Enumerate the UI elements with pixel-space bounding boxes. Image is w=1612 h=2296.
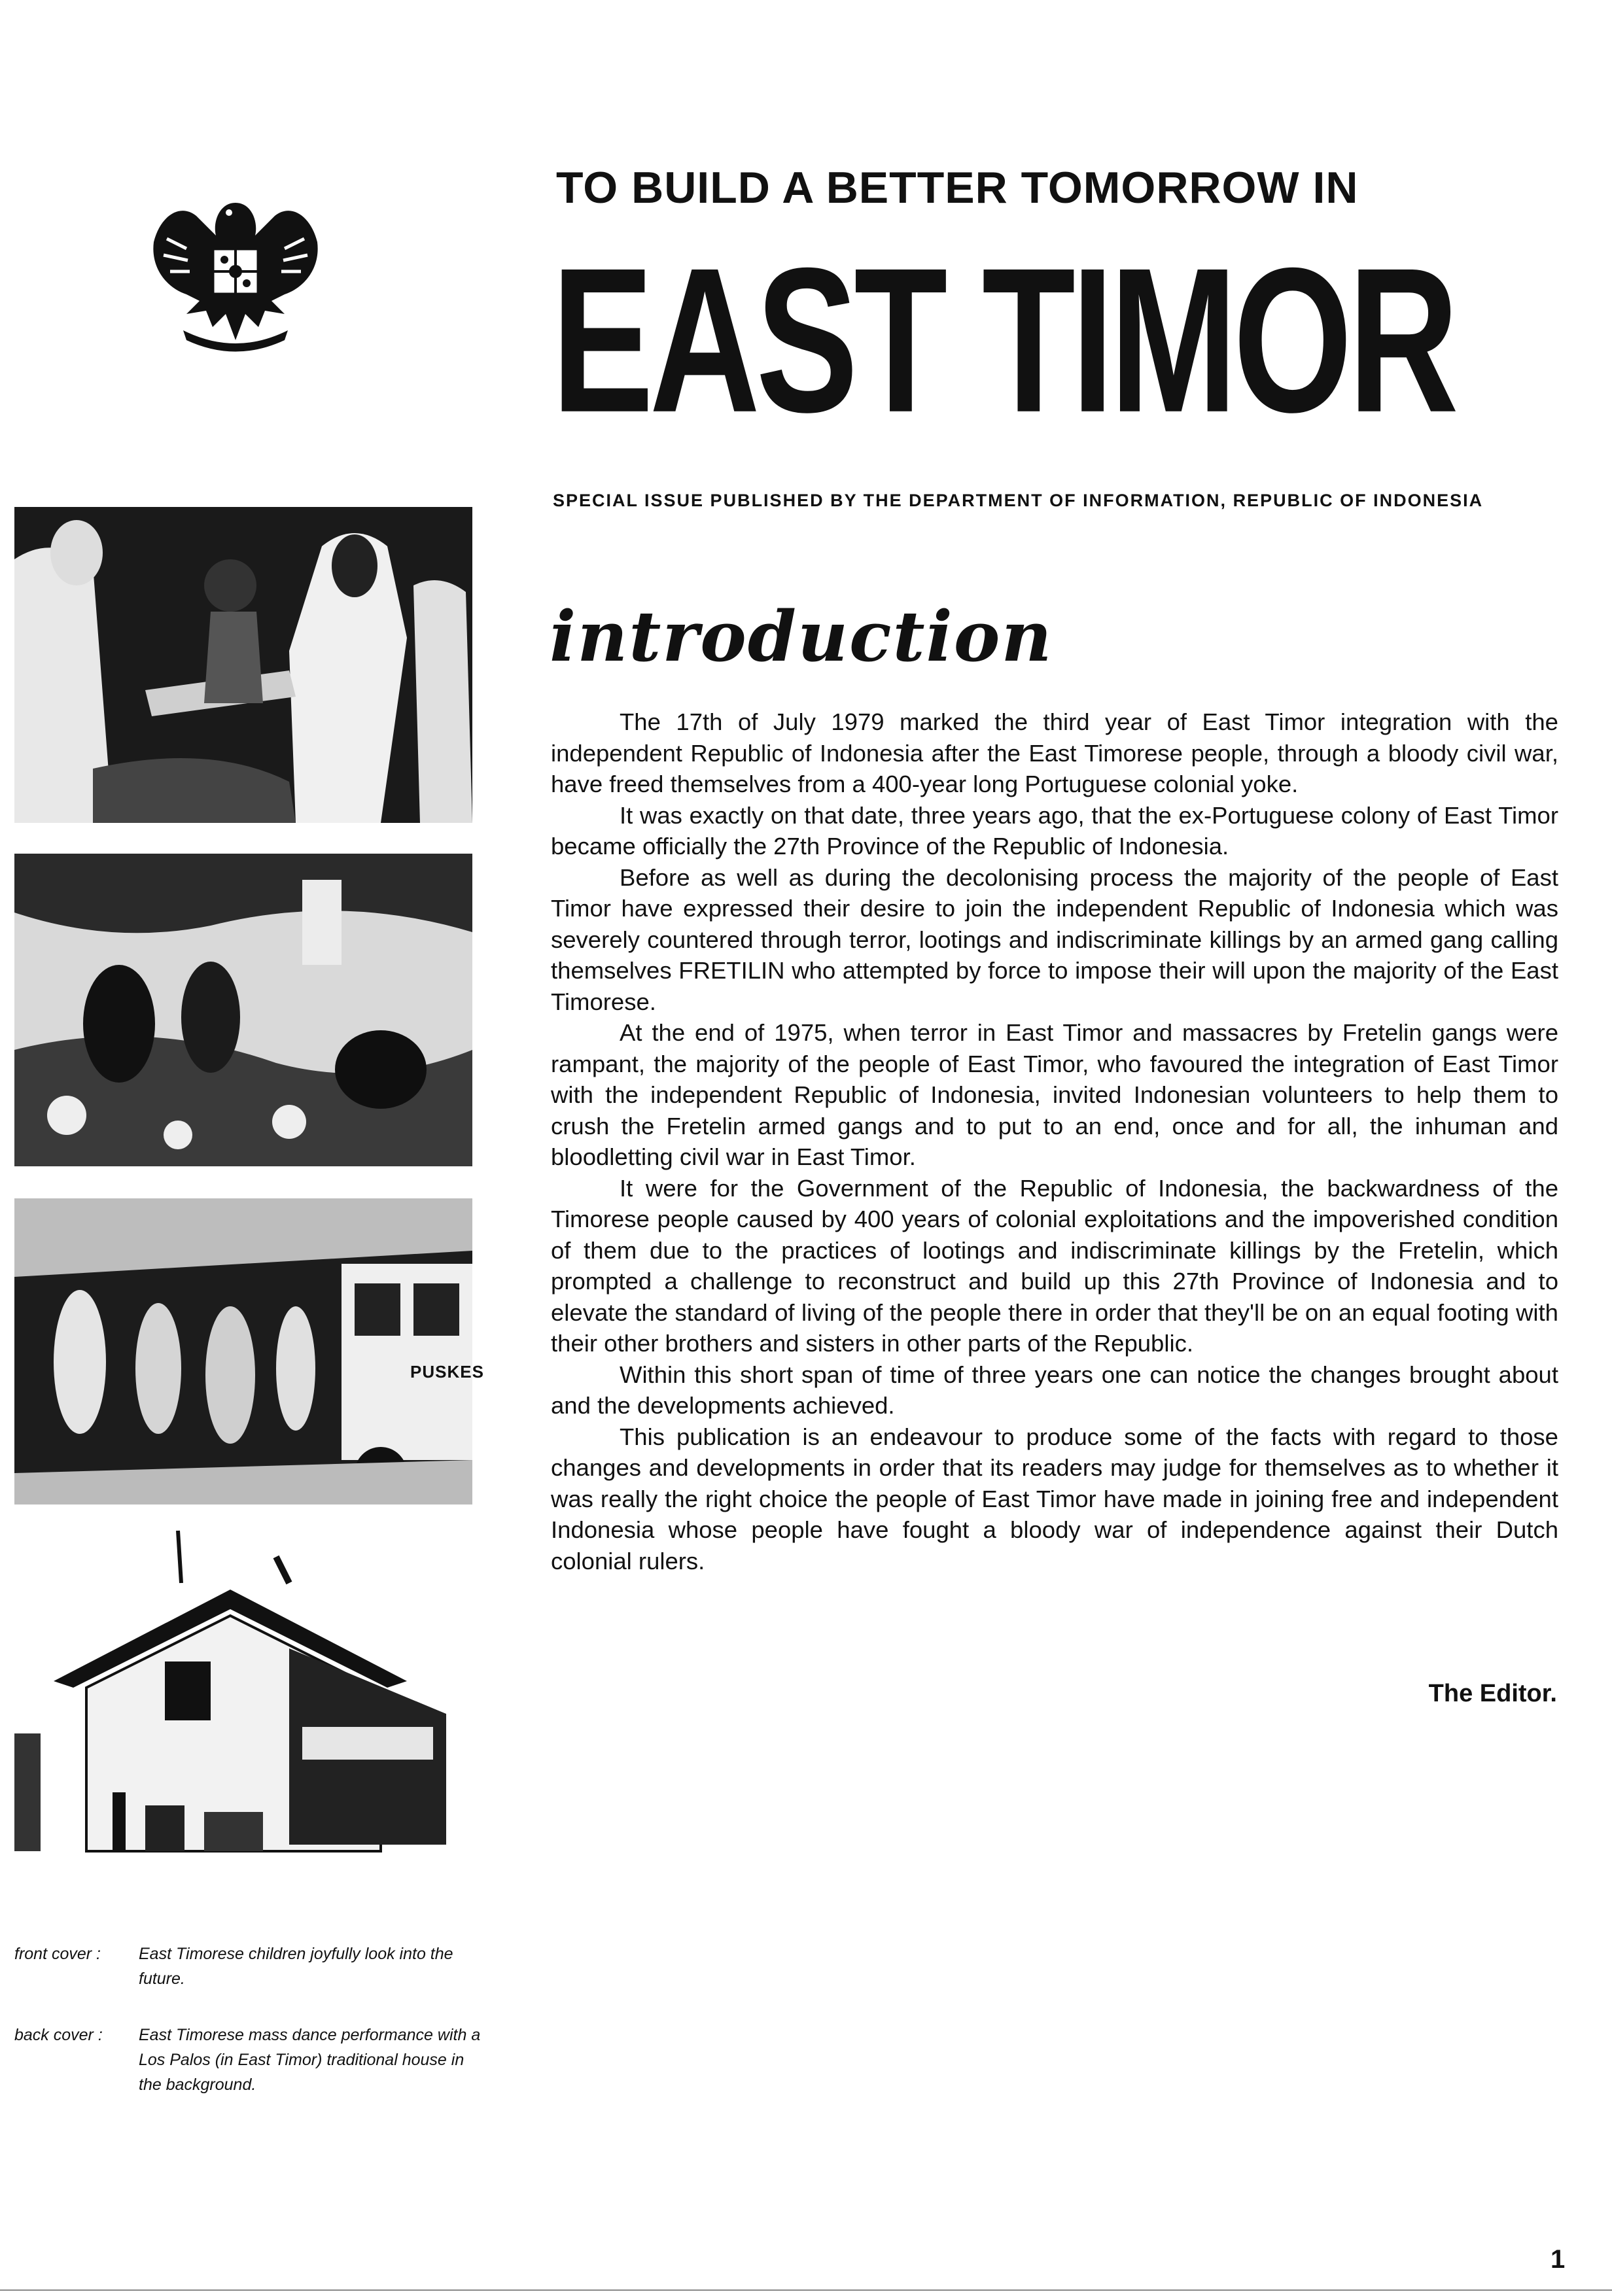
paragraph: It were for the Government of the Republic of Indonesia, the backwardness of the Timorese people caused by 400 years of colonial exploitations and the impoverished condition of them due to the practices of lootings and indiscriminate killings by the Fretelin, which prompted a challenge to reconstruct and build up this 27th Province of Indonesia and to elevate the standard of living of the people there in order that they'll be on an equal footing with their other brothers and sisters in other parts of the Republic. [551,1174,1558,1357]
front-cover-text: East Timorese children joyfully look into the future. [139,1945,453,1988]
paragraph: This publication is an endeavour to produce some of the facts with regard to those changes and developments in order that its readers may judge for themselves as to whether it was really the right choice the people of East Timor have made in joining free and independent Indonesia whose people have fought a bloody war of independence against their Dutch colonial rulers. [551,1423,1558,1574]
front-cover-label: front cover : [14,1945,101,1963]
paragraph: It was exactly on that date, three years ago, that the ex-Portuguese colony of East Timor became officially the 27th Province of the Republic of Indonesia. [551,801,1558,860]
photo-construction-workers [14,854,472,1166]
back-cover-label: back cover : [14,2026,103,2044]
vehicle-label: PUSKES [410,1362,484,1382]
paragraph: The 17th of July 1979 marked the third year of East Timor integration with the independent Republic of Indonesia after the East Timorese people, through a bloody civil war, have freed themselves from a 400-year long Portuguese colonial yoke. [551,708,1558,797]
footer-rule [0,2289,1612,2291]
headline-title: EAST TIMOR [552,224,1455,455]
page-number: 1 [1551,2245,1566,2274]
back-cover-text: East Timorese mass dance performance with a Los Palos (in East Timor) traditional house in the background. [139,2026,481,2094]
photo-traditional-house [14,1531,472,1851]
front-cover-caption [14,1941,485,1994]
back-cover-caption [14,2023,485,2147]
paragraph: At the end of 1975, when terror in East Timor and massacres by Fretelin gangs were rampant, the majority of the people of East Timor, who favoured the integration of East Timor with the independent Republic of Indonesia, invited Indonesian volunteers to help them to crush the Fretelin armed gangs and to put to an end, once and for all, the inhuman and bloodletting civil war in East Timor. [551,1019,1558,1170]
garuda-emblem-icon [147,177,324,360]
paragraph: Before as well as during the decolonising process the majority of the people of East Timor have expressed their desire to join the independent Republic of Indonesia which was severely countered through terror, lootings and indiscriminate killings by an armed gang calling themselves FRETILIN who attempted by force to impose their will upon the majority of the East Timorese. [551,863,1558,1015]
photo-handshake [14,507,472,823]
editor-signoff: The Editor. [1428,1680,1557,1707]
introduction-title: introduction [550,595,1053,677]
publisher-line: SPECIAL ISSUE PUBLISHED BY THE DEPARTMENT OF INFORMATION, REPUBLIC OF INDONESIA [553,491,1484,510]
introduction-body [551,706,1558,1576]
photo-crowd-health-vehicle [14,1198,484,1505]
headline-kicker: TO BUILD A BETTER TOMORROW IN [556,163,1359,213]
paragraph: Within this short span of time of three years one can notice the changes brought about and the developments achieved. [551,1361,1558,1419]
